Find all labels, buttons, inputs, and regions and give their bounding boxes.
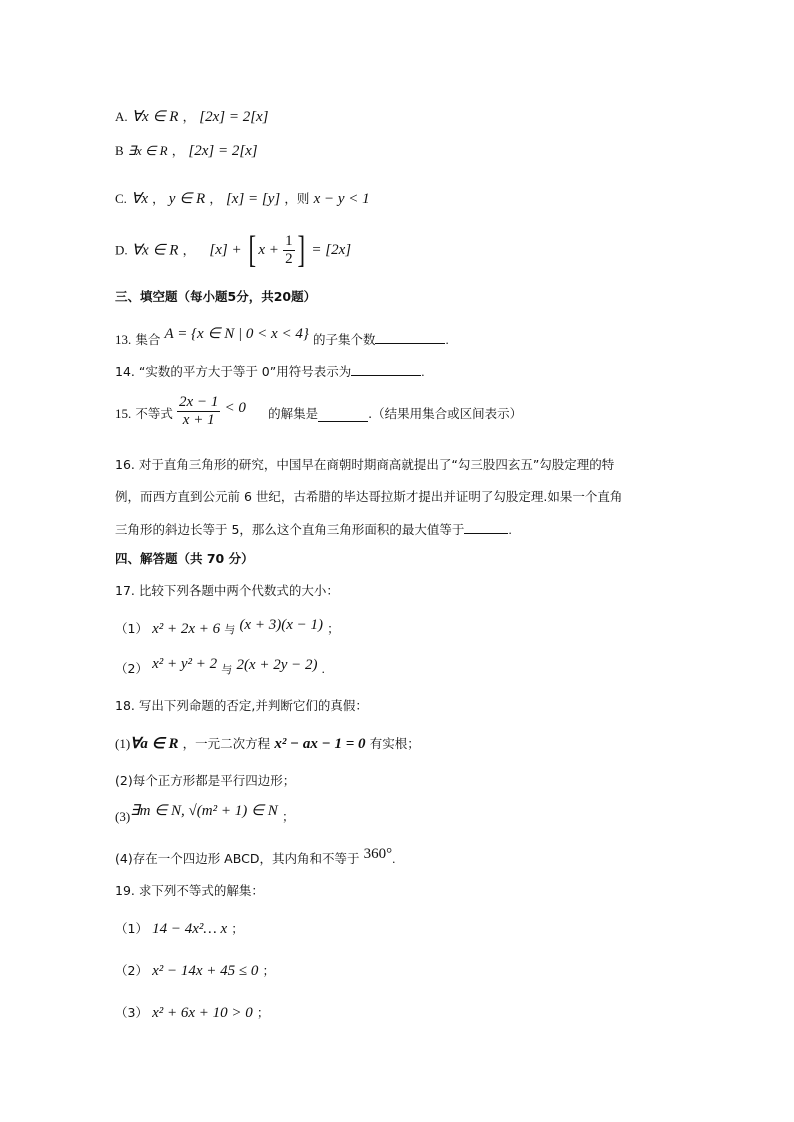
- q13-answer-blank: [375, 330, 445, 344]
- question-18-part-4: (4)存在一个四边形 ABCD，其内角和不等于 360°.: [115, 846, 396, 866]
- section-3-heading: 三、填空题（每小题5分，共20题）: [115, 289, 317, 304]
- q13-set: A = {x ∈ N | 0 < x < 4}: [164, 326, 309, 342]
- option-a-quantifier: ∀x ∈ R: [131, 109, 179, 125]
- option-d: D. ∀x ∈ R ， [x] + [ x + $\frac{1}{2}$ ] = [2x]: [115, 229, 352, 271]
- question-16-line-2: 例，而西方直到公元前 6 世纪，古希腊的毕达哥拉斯才提出并证明了勾股定理.如果一个直角: [115, 489, 623, 504]
- question-19-part-3: （3） x² + 6x + 10 > 0 ；: [115, 1005, 270, 1021]
- question-17-part-2: （2） x² + y² + 2 与 2(x + 2y − 2) .: [115, 656, 325, 676]
- question-14: 14. “实数的平方大于等于 0”用符号表示为 .: [115, 364, 425, 379]
- option-a-equation: [2x] = 2[x]: [199, 109, 269, 125]
- question-17-stem: 17. 比较下列各题中两个代数式的大小：: [115, 583, 339, 598]
- section-4-heading: 四、解答题（共 70 分）: [115, 551, 254, 566]
- option-d-fraction: $\frac{1}{2}$: [285, 232, 293, 267]
- question-15: 15. 不等式 $\frac{2x - 1}{x + 1}$ < 0 的解集是 .（结果用集合或区间表示）: [115, 394, 523, 428]
- question-18-part-2: (2)每个正方形都是平行四边形；: [115, 773, 296, 788]
- question-16-line-3: 三角形的斜边长等于 5，那么这个直角三角形面积的最大值等于 .: [115, 522, 512, 537]
- question-18-part-3: (3)∃m ∈ N, √(m² + 1) ∈ N ；: [115, 803, 295, 824]
- option-b-quantifier: ∃x ∈ R: [127, 143, 168, 158]
- q15-answer-blank: [318, 408, 368, 422]
- option-a: A. ∀x ∈ R ， [2x] = 2[x]: [115, 109, 269, 125]
- question-18-part-1: (1)∀a ∈ R ，一元二次方程 x² − ax − 1 = 0 有实根；: [115, 736, 420, 752]
- option-d-label: D.: [115, 242, 128, 258]
- option-b: B ∃x ∈ R ， [2x] = 2[x]: [115, 143, 258, 159]
- option-b-equation: [2x] = 2[x]: [188, 143, 258, 159]
- question-19-part-2: （2） x² − 14x + 45 ≤ 0 ；: [115, 963, 276, 979]
- q15-fraction: $\frac{2x - 1}{x + 1}$: [179, 394, 219, 428]
- question-18-stem: 18. 写出下列命题的否定,并判断它们的真假：: [115, 698, 368, 713]
- option-c-label: C.: [115, 191, 127, 206]
- option-b-label: B: [115, 143, 124, 158]
- q14-answer-blank: [351, 362, 421, 376]
- question-19-stem: 19. 求下列不等式的解集：: [115, 883, 264, 898]
- option-c: C. ∀x ， y ∈ R ， [x] = [y] ，则 x − y < 1: [115, 191, 370, 207]
- q16-answer-blank: [464, 520, 508, 534]
- question-16-line-1: 16. 对于直角三角形的研究，中国早在商朝时期商高就提出了“勾三股四玄五”勾股定理的特: [115, 457, 615, 472]
- question-13: 13. 集合 A = {x ∈ N | 0 < x < 4} 的子集个数 .: [115, 326, 449, 347]
- option-a-label: A.: [115, 109, 128, 124]
- question-17-part-1: （1） x² + 2x + 6 与 (x + 3)(x − 1) ；: [115, 617, 340, 637]
- question-19-part-1: （1） 14 − 4x²… x ；: [115, 921, 244, 937]
